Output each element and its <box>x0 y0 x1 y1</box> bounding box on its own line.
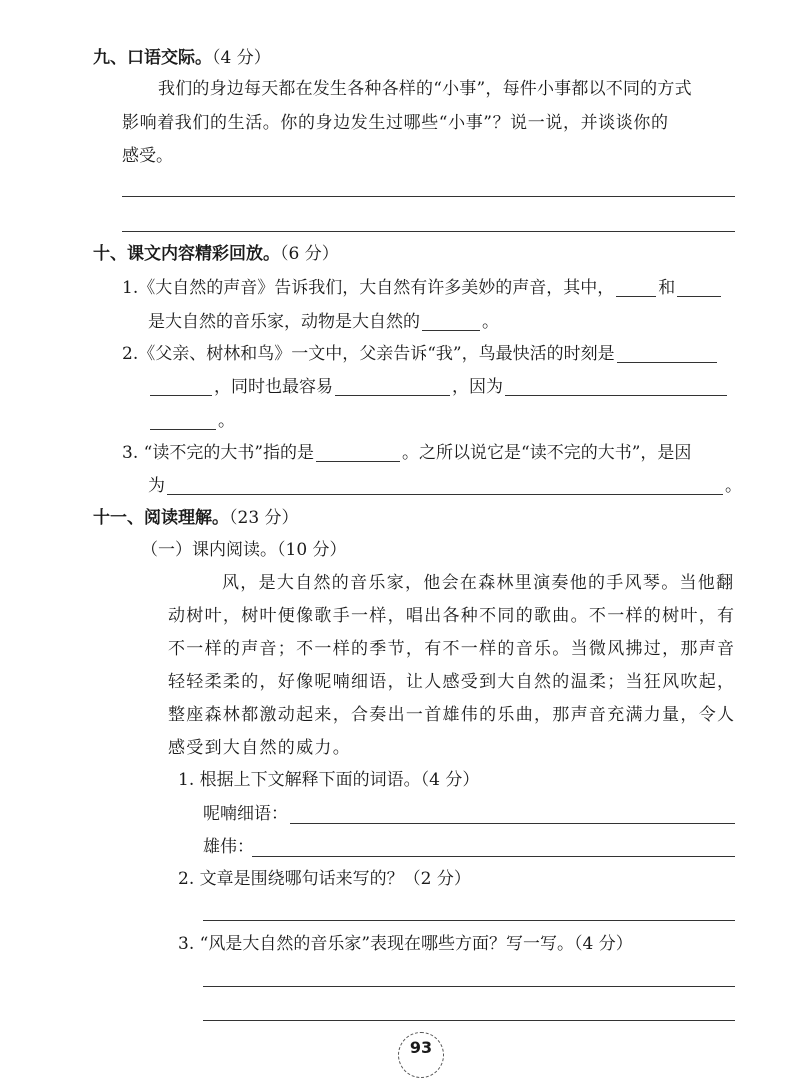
q2-text-a: 2.《父亲、树林和鸟》一文中，父亲告诉“我”，鸟最快活的时刻是 <box>122 344 615 364</box>
section-10-q3-line-2 <box>148 477 742 495</box>
reading-q1-word-1: 呢喃细语： <box>203 804 288 824</box>
passage-line-2: 动树叶，树叶便像歌手一样，唱出各种不同的歌曲。不一样的树叶，有 <box>168 606 736 626</box>
section-9-text-line-3: 感受。 <box>122 146 173 166</box>
section-9-text-line-2: 影响着我们的生活。你的身边发生过哪些“小事”？说一说，并谈谈你的 <box>122 113 669 133</box>
part-1-title: （一）课内阅读。 <box>141 540 277 560</box>
section-11-heading <box>93 510 299 527</box>
reading-q1-word-2: 雄伟： <box>203 837 254 857</box>
reading-q2-text: 2. 文章是围绕哪句话来写的？ <box>178 869 404 889</box>
reading-q1-answer-line-2[interactable] <box>252 856 735 857</box>
q3-blank-2[interactable] <box>167 477 723 495</box>
reading-q3 <box>178 936 633 953</box>
section-9-answer-line-1[interactable] <box>122 196 735 197</box>
section-9-text-line-1: 我们的身边每天都在发生各种各样的“小事”，每件小事都以不同的方式 <box>158 79 692 99</box>
passage-line-4: 轻轻柔柔的，好像呢喃细语，让人感受到大自然的温柔；当狂风吹起， <box>168 672 736 692</box>
reading-q1-text: 1. 根据上下文解释下面的词语。 <box>178 770 421 790</box>
reading-q3-answer-line-1[interactable] <box>203 986 735 987</box>
q1-blank-1[interactable] <box>616 279 656 297</box>
section-10-q1-line-2 <box>148 313 499 331</box>
reading-q1-answer-line-1[interactable] <box>290 823 735 824</box>
section-10-heading <box>93 246 339 263</box>
section-9-score: （4 分） <box>212 48 271 68</box>
reading-q2-score: （2 分） <box>403 869 471 889</box>
q2-text-b: ，同时也最容易 <box>214 377 333 397</box>
q2-blank-3-cont[interactable] <box>150 412 216 430</box>
section-11-title: 十一、阅读理解。 <box>93 508 229 528</box>
q2-blank-2[interactable] <box>335 378 450 396</box>
q3-text-d: 。 <box>725 476 742 496</box>
section-11-part-1-heading <box>141 542 347 559</box>
section-10-q1-line-1 <box>122 279 723 297</box>
q2-blank-3[interactable] <box>505 378 727 396</box>
reading-q2 <box>178 871 471 888</box>
page-number-badge <box>398 1032 444 1078</box>
passage-line-3: 不一样的声音；不一样的季节，有不一样的音乐。当微风拂过，那声音 <box>168 639 736 659</box>
q1-blank-3[interactable] <box>422 313 480 331</box>
passage-line-5: 整座森林都激动起来，合奏出一首雄伟的乐曲，那声音充满力量，令人 <box>168 705 736 725</box>
q3-text-c: 为 <box>148 476 165 496</box>
section-10-q2-line-3 <box>148 412 235 430</box>
q1-text-a: 1.《大自然的声音》告诉我们，大自然有许多美妙的声音，其中， <box>122 278 615 298</box>
q3-text-b: 。之所以说它是“读不完的大书”，是因 <box>402 443 692 463</box>
section-10-title: 十、课文内容精彩回放。 <box>93 244 280 264</box>
q1-text-b: 和 <box>658 278 676 298</box>
q1-text-c: 是大自然的音乐家，动物是大自然的 <box>148 312 420 332</box>
passage-line-6: 感受到大自然的威力。 <box>168 738 351 758</box>
q2-blank-1[interactable] <box>617 345 717 363</box>
q2-text-c: ，因为 <box>452 377 503 397</box>
part-1-score: （10 分） <box>277 540 347 560</box>
page-number: 93 <box>409 1038 433 1057</box>
reading-q3-answer-line-2[interactable] <box>203 1020 735 1021</box>
passage-line-1: 风，是大自然的音乐家，他会在森林里演奏他的手风琴。当他翻 <box>222 573 735 593</box>
section-10-q2-line-1 <box>122 345 719 363</box>
section-10-score: （6 分） <box>280 244 339 264</box>
reading-q1 <box>178 772 479 789</box>
section-10-q2-line-2 <box>148 378 729 396</box>
q1-text-d: 。 <box>482 312 499 332</box>
reading-q1-score: （4 分） <box>420 770 480 790</box>
q1-blank-2[interactable] <box>677 279 721 297</box>
section-9-answer-line-2[interactable] <box>122 231 735 232</box>
reading-q3-text: 3. “风是大自然的音乐家”表现在哪些方面？写一写。 <box>178 934 575 954</box>
q3-text-a: 3. “读不完的大书”指的是 <box>122 443 315 463</box>
reading-q2-answer-line[interactable] <box>203 920 735 921</box>
reading-q3-score: （4 分） <box>574 934 633 954</box>
q3-blank-1[interactable] <box>316 444 400 462</box>
q2-text-d: 。 <box>218 411 235 431</box>
section-9-heading <box>93 50 271 67</box>
q2-blank-1-cont[interactable] <box>150 378 212 396</box>
section-9-title: 九、口语交际。 <box>93 48 212 68</box>
section-11-score: （23 分） <box>229 508 299 528</box>
section-10-q3-line-1 <box>122 444 691 462</box>
